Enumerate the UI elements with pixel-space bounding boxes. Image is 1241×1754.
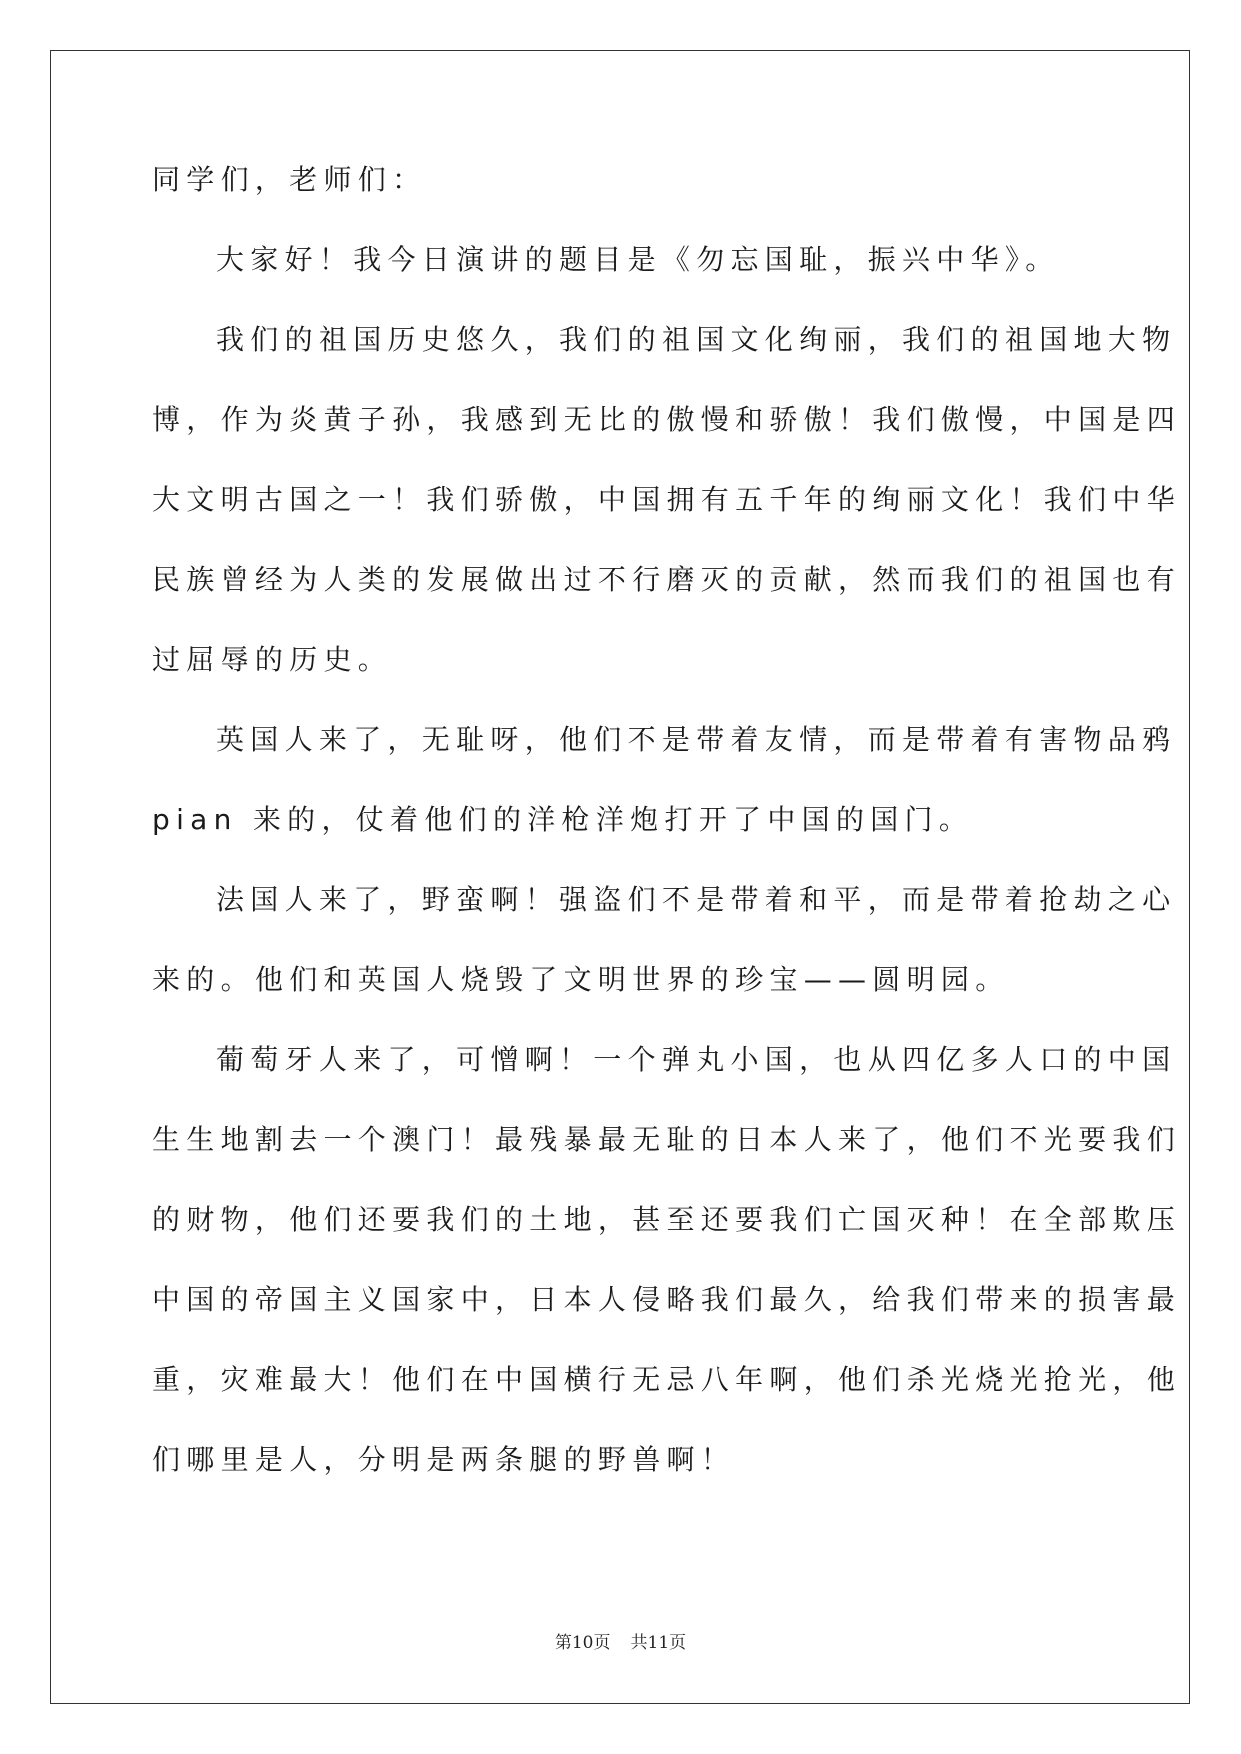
paragraph-2-line-3: 大文明古国之一！我们骄傲，中国拥有五千年的绚丽文化！我们中华 — [152, 483, 1182, 516]
paragraph-2-line-1: 我们的祖国历史悠久，我们的祖国文化绚丽，我们的祖国地大物 — [216, 323, 1177, 356]
page-footer — [0, 1631, 1241, 1655]
paragraph-5-line-4: 中国的帝国主义国家中，日本人侵略我们最久，给我们带来的损害最 — [152, 1283, 1182, 1316]
paragraph-5-line-5: 重，灾难最大！他们在中国横行无忌八年啊，他们杀光烧光抢光，他 — [152, 1363, 1182, 1396]
paragraph-3-line-1: 英国人来了，无耻呀，他们不是带着友情，而是带着有害物品鸦 — [216, 723, 1177, 756]
paragraph-2-line-4: 民族曾经为人类的发展做出过不行磨灭的贡献，然而我们的祖国也有 — [152, 563, 1182, 596]
paragraph-2-line-5: 过屈辱的历史。 — [152, 643, 393, 676]
paragraph-2-line-2: 博，作为炎黄子孙，我感到无比的傲慢和骄傲！我们傲慢，中国是四 — [152, 403, 1182, 436]
paragraph-3-line-2: pian 来的，仗着他们的洋枪洋炮打开了中国的国门。 — [152, 803, 974, 836]
paragraph-5-line-1: 葡萄牙人来了，可憎啊！一个弹丸小国，也从四亿多人口的中国 — [216, 1043, 1177, 1076]
current-page-number: 第10页 — [554, 1633, 611, 1653]
salutation-line: 同学们，老师们： — [152, 163, 427, 196]
paragraph-5-line-3: 的财物，他们还要我们的土地，甚至还要我们亡国灭种！在全部欺压 — [152, 1203, 1182, 1236]
paragraph-4-line-2: 来的。他们和英国人烧毁了文明世界的珍宝——圆明园。 — [152, 963, 1010, 996]
paragraph-1-line-1: 大家好！我今日演讲的题目是《勿忘国耻，振兴中华》。 — [216, 243, 1060, 276]
total-pages: 共11页 — [630, 1633, 687, 1653]
paragraph-5-line-6: 们哪里是人，分明是两条腿的野兽啊！ — [152, 1443, 736, 1476]
paragraph-4-line-1: 法国人来了，野蛮啊！强盗们不是带着和平，而是带着抢劫之心 — [216, 883, 1177, 916]
paragraph-5-line-2: 生生地割去一个澳门！最残暴最无耻的日本人来了，他们不光要我们 — [152, 1123, 1182, 1156]
